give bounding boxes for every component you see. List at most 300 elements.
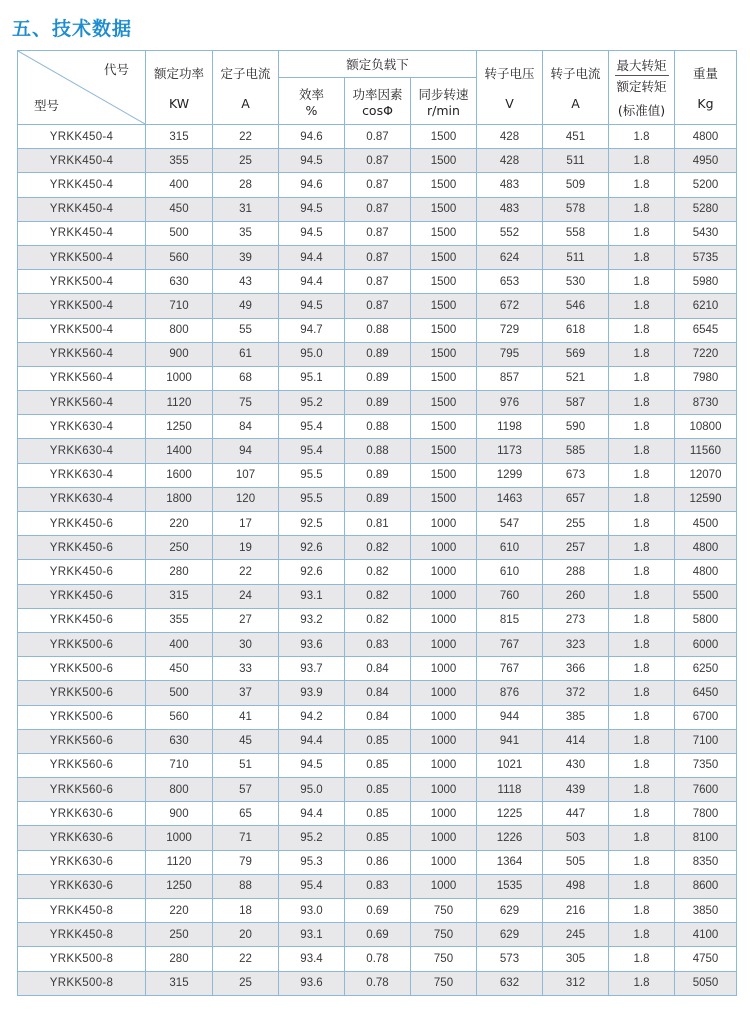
rotor-voltage-cell: 1173 — [477, 439, 543, 463]
weight-cell: 3850 — [675, 899, 737, 923]
power-cell: 280 — [146, 947, 213, 971]
model-cell: YRKK500-6 — [18, 681, 146, 705]
model-cell: YRKK450-6 — [18, 584, 146, 608]
sync-speed-cell: 1500 — [411, 149, 477, 173]
model-cell: YRKK500-6 — [18, 632, 146, 656]
model-cell: YRKK500-4 — [18, 245, 146, 269]
power-factor-cell: 0.89 — [345, 342, 411, 366]
torque-ratio-cell: 1.8 — [609, 294, 675, 318]
table-row — [18, 681, 737, 705]
torque-max-label: 最大转矩 — [616, 58, 667, 73]
table-row — [18, 753, 737, 777]
sync-speed-cell: 1500 — [411, 342, 477, 366]
efficiency-cell: 94.4 — [279, 802, 345, 826]
power-factor-cell: 0.87 — [345, 221, 411, 245]
torque-ratio-cell: 1.8 — [609, 125, 675, 149]
power-factor-cell: 0.86 — [345, 850, 411, 874]
power-factor-cell: 0.85 — [345, 826, 411, 850]
table-row — [18, 463, 737, 487]
weight-cell: 6250 — [675, 657, 737, 681]
sync-speed-cell: 1500 — [411, 197, 477, 221]
rotor-current-cell: 509 — [543, 173, 609, 197]
sync-speed-cell: 1000 — [411, 753, 477, 777]
efficiency-cell: 95.3 — [279, 850, 345, 874]
rotor-current-cell: 585 — [543, 439, 609, 463]
torque-rated-label: 额定转矩 — [616, 79, 667, 94]
power-factor-cell: 0.84 — [345, 657, 411, 681]
sync-speed-cell: 1000 — [411, 874, 477, 898]
stator-current-cell: 25 — [213, 149, 279, 173]
model-cell: YRKK560-4 — [18, 391, 146, 415]
stator-current-cell: 22 — [213, 560, 279, 584]
model-cell: YRKK560-6 — [18, 753, 146, 777]
weight-cell: 5200 — [675, 173, 737, 197]
rotor-voltage-cell: 1535 — [477, 874, 543, 898]
sync-speed-cell: 1500 — [411, 366, 477, 390]
weight-cell: 5280 — [675, 197, 737, 221]
rotor-voltage-cell: 760 — [477, 584, 543, 608]
sync-speed-cell: 1500 — [411, 318, 477, 342]
efficiency-cell: 95.5 — [279, 463, 345, 487]
model-cell: YRKK630-4 — [18, 415, 146, 439]
table-row — [18, 318, 737, 342]
table-row — [18, 850, 737, 874]
torque-note: (标准值) — [617, 103, 666, 118]
table-row — [18, 608, 737, 632]
power-factor-cell: 0.87 — [345, 149, 411, 173]
weight-cell: 8350 — [675, 850, 737, 874]
model-cell: YRKK560-6 — [18, 778, 146, 802]
rotor-current-cell: 257 — [543, 536, 609, 560]
efficiency-cell: 94.4 — [279, 245, 345, 269]
rotor-current-cell: 414 — [543, 729, 609, 753]
stator-current-cell: 43 — [213, 270, 279, 294]
torque-ratio-cell: 1.8 — [609, 874, 675, 898]
table-row — [18, 221, 737, 245]
rotor-voltage-cell: 976 — [477, 391, 543, 415]
power-cell: 220 — [146, 899, 213, 923]
rotor-current-cell: 245 — [543, 923, 609, 947]
model-cell: YRKK500-4 — [18, 294, 146, 318]
sync-speed-cell: 1000 — [411, 632, 477, 656]
fraction-line — [615, 75, 669, 76]
model-cell: YRKK630-6 — [18, 874, 146, 898]
rotor-current-cell: 673 — [543, 463, 609, 487]
model-cell: YRKK630-4 — [18, 439, 146, 463]
stator-current-cell: 107 — [213, 463, 279, 487]
sync-speed-cell: 1000 — [411, 584, 477, 608]
weight-cell: 5980 — [675, 270, 737, 294]
efficiency-header: 效率 % — [279, 78, 345, 125]
torque-ratio-cell: 1.8 — [609, 415, 675, 439]
torque-ratio-cell: 1.8 — [609, 245, 675, 269]
weight-cell: 6545 — [675, 318, 737, 342]
weight-cell: 6000 — [675, 632, 737, 656]
sync-speed-cell: 1000 — [411, 850, 477, 874]
power-cell: 560 — [146, 245, 213, 269]
rotor-current-cell: 385 — [543, 705, 609, 729]
rotor-voltage-cell: 483 — [477, 173, 543, 197]
rotor-voltage-cell: 1225 — [477, 802, 543, 826]
stator-current-cell: 20 — [213, 923, 279, 947]
rotor-voltage-cell: 729 — [477, 318, 543, 342]
stator-current-cell: 65 — [213, 802, 279, 826]
power-cell: 250 — [146, 923, 213, 947]
power-cell: 355 — [146, 608, 213, 632]
stator-current-cell: 84 — [213, 415, 279, 439]
stator-current-cell: 17 — [213, 512, 279, 536]
power-cell: 315 — [146, 584, 213, 608]
torque-ratio-cell: 1.8 — [609, 657, 675, 681]
rotor-current-cell: 430 — [543, 753, 609, 777]
rotor-voltage-cell: 632 — [477, 971, 543, 995]
rotor-current-header: 转子电流 A — [543, 51, 609, 125]
power-factor-cell: 0.89 — [345, 366, 411, 390]
model-cell: YRKK560-6 — [18, 729, 146, 753]
table-header — [18, 51, 737, 125]
rotor-current-cell: 255 — [543, 512, 609, 536]
power-factor-cell: 0.69 — [345, 923, 411, 947]
efficiency-cell: 93.6 — [279, 632, 345, 656]
power-cell: 280 — [146, 560, 213, 584]
stator-current-cell: 22 — [213, 947, 279, 971]
torque-ratio-cell: 1.8 — [609, 584, 675, 608]
rotor-voltage-cell: 815 — [477, 608, 543, 632]
torque-ratio-cell: 1.8 — [609, 971, 675, 995]
stator-current-cell: 31 — [213, 197, 279, 221]
rotor-current-cell: 590 — [543, 415, 609, 439]
power-factor-cell: 0.78 — [345, 947, 411, 971]
power-cell: 450 — [146, 657, 213, 681]
efficiency-cell: 94.4 — [279, 270, 345, 294]
weight-cell: 10800 — [675, 415, 737, 439]
model-cell: YRKK630-4 — [18, 463, 146, 487]
weight-cell: 6700 — [675, 705, 737, 729]
stator-current-cell: 61 — [213, 342, 279, 366]
power-cell: 900 — [146, 802, 213, 826]
rotor-current-cell: 587 — [543, 391, 609, 415]
table-row — [18, 487, 737, 511]
efficiency-cell: 93.4 — [279, 947, 345, 971]
stator-current-cell: 39 — [213, 245, 279, 269]
table-row — [18, 584, 737, 608]
stator-current-cell: 18 — [213, 899, 279, 923]
power-cell: 560 — [146, 705, 213, 729]
stator-current-cell: 120 — [213, 487, 279, 511]
sync-speed-cell: 750 — [411, 971, 477, 995]
rotor-voltage-cell: 547 — [477, 512, 543, 536]
efficiency-cell: 95.0 — [279, 342, 345, 366]
table-row — [18, 899, 737, 923]
torque-ratio-cell: 1.8 — [609, 366, 675, 390]
stator-current-cell: 22 — [213, 125, 279, 149]
torque-ratio-cell: 1.8 — [609, 318, 675, 342]
table-row — [18, 536, 737, 560]
efficiency-cell: 94.4 — [279, 729, 345, 753]
power-cell: 1250 — [146, 874, 213, 898]
sync-speed-cell: 1000 — [411, 826, 477, 850]
rotor-voltage-cell: 1021 — [477, 753, 543, 777]
rotor-current-cell: 558 — [543, 221, 609, 245]
weight-cell: 7980 — [675, 366, 737, 390]
weight-cell: 6210 — [675, 294, 737, 318]
torque-ratio-header — [609, 51, 675, 125]
table-row — [18, 826, 737, 850]
power-cell: 1400 — [146, 439, 213, 463]
sync-speed-cell: 1500 — [411, 294, 477, 318]
model-cell: YRKK560-4 — [18, 342, 146, 366]
sync-speed-cell: 1000 — [411, 778, 477, 802]
stator-current-cell: 55 — [213, 318, 279, 342]
rotor-voltage-cell: 876 — [477, 681, 543, 705]
torque-ratio-cell: 1.8 — [609, 729, 675, 753]
rotor-voltage-cell: 1463 — [477, 487, 543, 511]
power-cell: 400 — [146, 173, 213, 197]
weight-cell: 4950 — [675, 149, 737, 173]
rotor-current-cell: 657 — [543, 487, 609, 511]
weight-cell: 8730 — [675, 391, 737, 415]
model-cell: YRKK560-4 — [18, 366, 146, 390]
rotor-current-cell: 618 — [543, 318, 609, 342]
torque-ratio-cell: 1.8 — [609, 705, 675, 729]
power-cell: 450 — [146, 197, 213, 221]
model-label: 型号 — [34, 98, 60, 113]
rotor-voltage-cell: 629 — [477, 923, 543, 947]
weight-cell: 5735 — [675, 245, 737, 269]
rotor-voltage-cell: 653 — [477, 270, 543, 294]
stator-current-cell: 27 — [213, 608, 279, 632]
rotor-current-cell: 569 — [543, 342, 609, 366]
power-factor-cell: 0.82 — [345, 536, 411, 560]
torque-ratio-cell: 1.8 — [609, 560, 675, 584]
stator-current-cell: 41 — [213, 705, 279, 729]
model-cell: YRKK630-6 — [18, 802, 146, 826]
page-title: 五、技术数据 — [12, 18, 133, 40]
rotor-voltage-cell: 941 — [477, 729, 543, 753]
power-cell: 1250 — [146, 415, 213, 439]
power-factor-cell: 0.87 — [345, 245, 411, 269]
sync-speed-cell: 1500 — [411, 439, 477, 463]
efficiency-cell: 93.2 — [279, 608, 345, 632]
rotor-voltage-cell: 428 — [477, 149, 543, 173]
rotor-voltage-cell: 1364 — [477, 850, 543, 874]
table-row — [18, 366, 737, 390]
power-factor-cell: 0.82 — [345, 584, 411, 608]
model-cell: YRKK450-4 — [18, 197, 146, 221]
efficiency-cell: 93.6 — [279, 971, 345, 995]
power-factor-cell: 0.87 — [345, 197, 411, 221]
sync-speed-header: 同步转速 r/min — [411, 78, 477, 125]
weight-cell: 5500 — [675, 584, 737, 608]
power-cell: 800 — [146, 778, 213, 802]
efficiency-cell: 94.6 — [279, 173, 345, 197]
rated-load-header: 额定负载下 — [279, 51, 477, 78]
rotor-current-cell: 451 — [543, 125, 609, 149]
rotor-current-cell: 305 — [543, 947, 609, 971]
torque-ratio-cell: 1.8 — [609, 632, 675, 656]
stator-current-cell: 37 — [213, 681, 279, 705]
power-factor-cell: 0.87 — [345, 173, 411, 197]
efficiency-cell: 94.5 — [279, 149, 345, 173]
rotor-current-cell: 521 — [543, 366, 609, 390]
weight-cell: 7100 — [675, 729, 737, 753]
table-row — [18, 270, 737, 294]
table-row — [18, 512, 737, 536]
power-factor-cell: 0.87 — [345, 125, 411, 149]
power-factor-cell: 0.83 — [345, 874, 411, 898]
torque-ratio-cell: 1.8 — [609, 221, 675, 245]
stator-current-cell: 68 — [213, 366, 279, 390]
rotor-voltage-cell: 552 — [477, 221, 543, 245]
table-row — [18, 705, 737, 729]
sync-speed-cell: 1000 — [411, 802, 477, 826]
torque-ratio-cell: 1.8 — [609, 778, 675, 802]
rotor-voltage-cell: 1299 — [477, 463, 543, 487]
rotor-voltage-cell: 944 — [477, 705, 543, 729]
table-row — [18, 245, 737, 269]
rotor-current-cell: 498 — [543, 874, 609, 898]
model-cell: YRKK630-4 — [18, 487, 146, 511]
power-cell: 710 — [146, 294, 213, 318]
weight-cell: 4100 — [675, 923, 737, 947]
model-cell: YRKK450-4 — [18, 221, 146, 245]
stator-current-cell: 75 — [213, 391, 279, 415]
power-cell: 315 — [146, 971, 213, 995]
power-factor-cell: 0.81 — [345, 512, 411, 536]
rotor-voltage-cell: 767 — [477, 632, 543, 656]
rotor-voltage-cell: 795 — [477, 342, 543, 366]
power-cell: 220 — [146, 512, 213, 536]
efficiency-cell: 95.1 — [279, 366, 345, 390]
diagonal-header-cell — [18, 51, 146, 125]
efficiency-cell: 94.5 — [279, 294, 345, 318]
rotor-current-cell: 511 — [543, 245, 609, 269]
rotor-current-cell: 546 — [543, 294, 609, 318]
power-factor-cell: 0.69 — [345, 899, 411, 923]
rotor-voltage-cell: 1118 — [477, 778, 543, 802]
rotor-current-cell: 288 — [543, 560, 609, 584]
sync-speed-cell: 1500 — [411, 391, 477, 415]
rotor-voltage-cell: 610 — [477, 536, 543, 560]
table-row — [18, 778, 737, 802]
table-row — [18, 923, 737, 947]
torque-ratio-cell: 1.8 — [609, 512, 675, 536]
power-factor-cell: 0.78 — [345, 971, 411, 995]
power-cell: 400 — [146, 632, 213, 656]
weight-cell: 5430 — [675, 221, 737, 245]
model-cell: YRKK630-6 — [18, 850, 146, 874]
torque-ratio-cell: 1.8 — [609, 850, 675, 874]
weight-cell: 6450 — [675, 681, 737, 705]
power-cell: 630 — [146, 729, 213, 753]
rotor-voltage-cell: 610 — [477, 560, 543, 584]
table-row — [18, 173, 737, 197]
stator-current-cell: 79 — [213, 850, 279, 874]
stator-current-cell: 51 — [213, 753, 279, 777]
rotor-current-cell: 530 — [543, 270, 609, 294]
weight-cell: 4500 — [675, 512, 737, 536]
table-row — [18, 125, 737, 149]
torque-ratio-cell: 1.8 — [609, 342, 675, 366]
table-row — [18, 802, 737, 826]
efficiency-cell: 94.7 — [279, 318, 345, 342]
efficiency-cell: 92.6 — [279, 536, 345, 560]
rotor-current-cell: 503 — [543, 826, 609, 850]
stator-current-cell: 19 — [213, 536, 279, 560]
torque-ratio-cell: 1.8 — [609, 270, 675, 294]
table-row — [18, 197, 737, 221]
weight-cell: 4750 — [675, 947, 737, 971]
torque-ratio-cell: 1.8 — [609, 608, 675, 632]
rotor-voltage-cell: 483 — [477, 197, 543, 221]
model-cell: YRKK450-4 — [18, 125, 146, 149]
model-cell: YRKK500-6 — [18, 657, 146, 681]
sync-speed-cell: 1000 — [411, 705, 477, 729]
model-cell: YRKK450-6 — [18, 536, 146, 560]
torque-ratio-cell: 1.8 — [609, 753, 675, 777]
efficiency-cell: 94.5 — [279, 197, 345, 221]
rotor-current-cell: 216 — [543, 899, 609, 923]
model-cell: YRKK450-6 — [18, 608, 146, 632]
power-cell: 1800 — [146, 487, 213, 511]
power-factor-cell: 0.88 — [345, 318, 411, 342]
sync-speed-cell: 1000 — [411, 560, 477, 584]
torque-ratio-cell: 1.8 — [609, 802, 675, 826]
weight-cell: 4800 — [675, 536, 737, 560]
sync-speed-cell: 1500 — [411, 173, 477, 197]
sync-speed-cell: 1500 — [411, 125, 477, 149]
rotor-current-cell: 578 — [543, 197, 609, 221]
table-row — [18, 632, 737, 656]
table-row — [18, 439, 737, 463]
power-factor-cell: 0.87 — [345, 294, 411, 318]
stator-current-cell: 30 — [213, 632, 279, 656]
stator-current-cell: 57 — [213, 778, 279, 802]
table-row — [18, 391, 737, 415]
efficiency-cell: 95.2 — [279, 826, 345, 850]
sync-speed-cell: 1000 — [411, 657, 477, 681]
torque-ratio-cell: 1.8 — [609, 463, 675, 487]
model-cell: YRKK500-4 — [18, 270, 146, 294]
torque-ratio-cell: 1.8 — [609, 391, 675, 415]
power-cell: 1120 — [146, 391, 213, 415]
sync-speed-cell: 1500 — [411, 463, 477, 487]
model-cell: YRKK450-6 — [18, 512, 146, 536]
weight-cell: 7220 — [675, 342, 737, 366]
power-cell: 500 — [146, 681, 213, 705]
table-row — [18, 947, 737, 971]
power-factor-cell: 0.88 — [345, 439, 411, 463]
sync-speed-cell: 1000 — [411, 536, 477, 560]
stator-current-cell: 49 — [213, 294, 279, 318]
weight-cell: 7600 — [675, 778, 737, 802]
rotor-voltage-cell: 1198 — [477, 415, 543, 439]
efficiency-cell: 92.5 — [279, 512, 345, 536]
torque-ratio-cell: 1.8 — [609, 439, 675, 463]
power-factor-cell: 0.89 — [345, 463, 411, 487]
efficiency-cell: 92.6 — [279, 560, 345, 584]
power-factor-cell: 0.83 — [345, 632, 411, 656]
model-cell: YRKK500-8 — [18, 971, 146, 995]
stator-current-cell: 33 — [213, 657, 279, 681]
table-row — [18, 294, 737, 318]
torque-ratio-cell: 1.8 — [609, 899, 675, 923]
efficiency-cell: 94.5 — [279, 753, 345, 777]
power-cell: 355 — [146, 149, 213, 173]
torque-ratio-cell: 1.8 — [609, 173, 675, 197]
tech-data-table — [17, 50, 737, 996]
sync-speed-cell: 1500 — [411, 487, 477, 511]
